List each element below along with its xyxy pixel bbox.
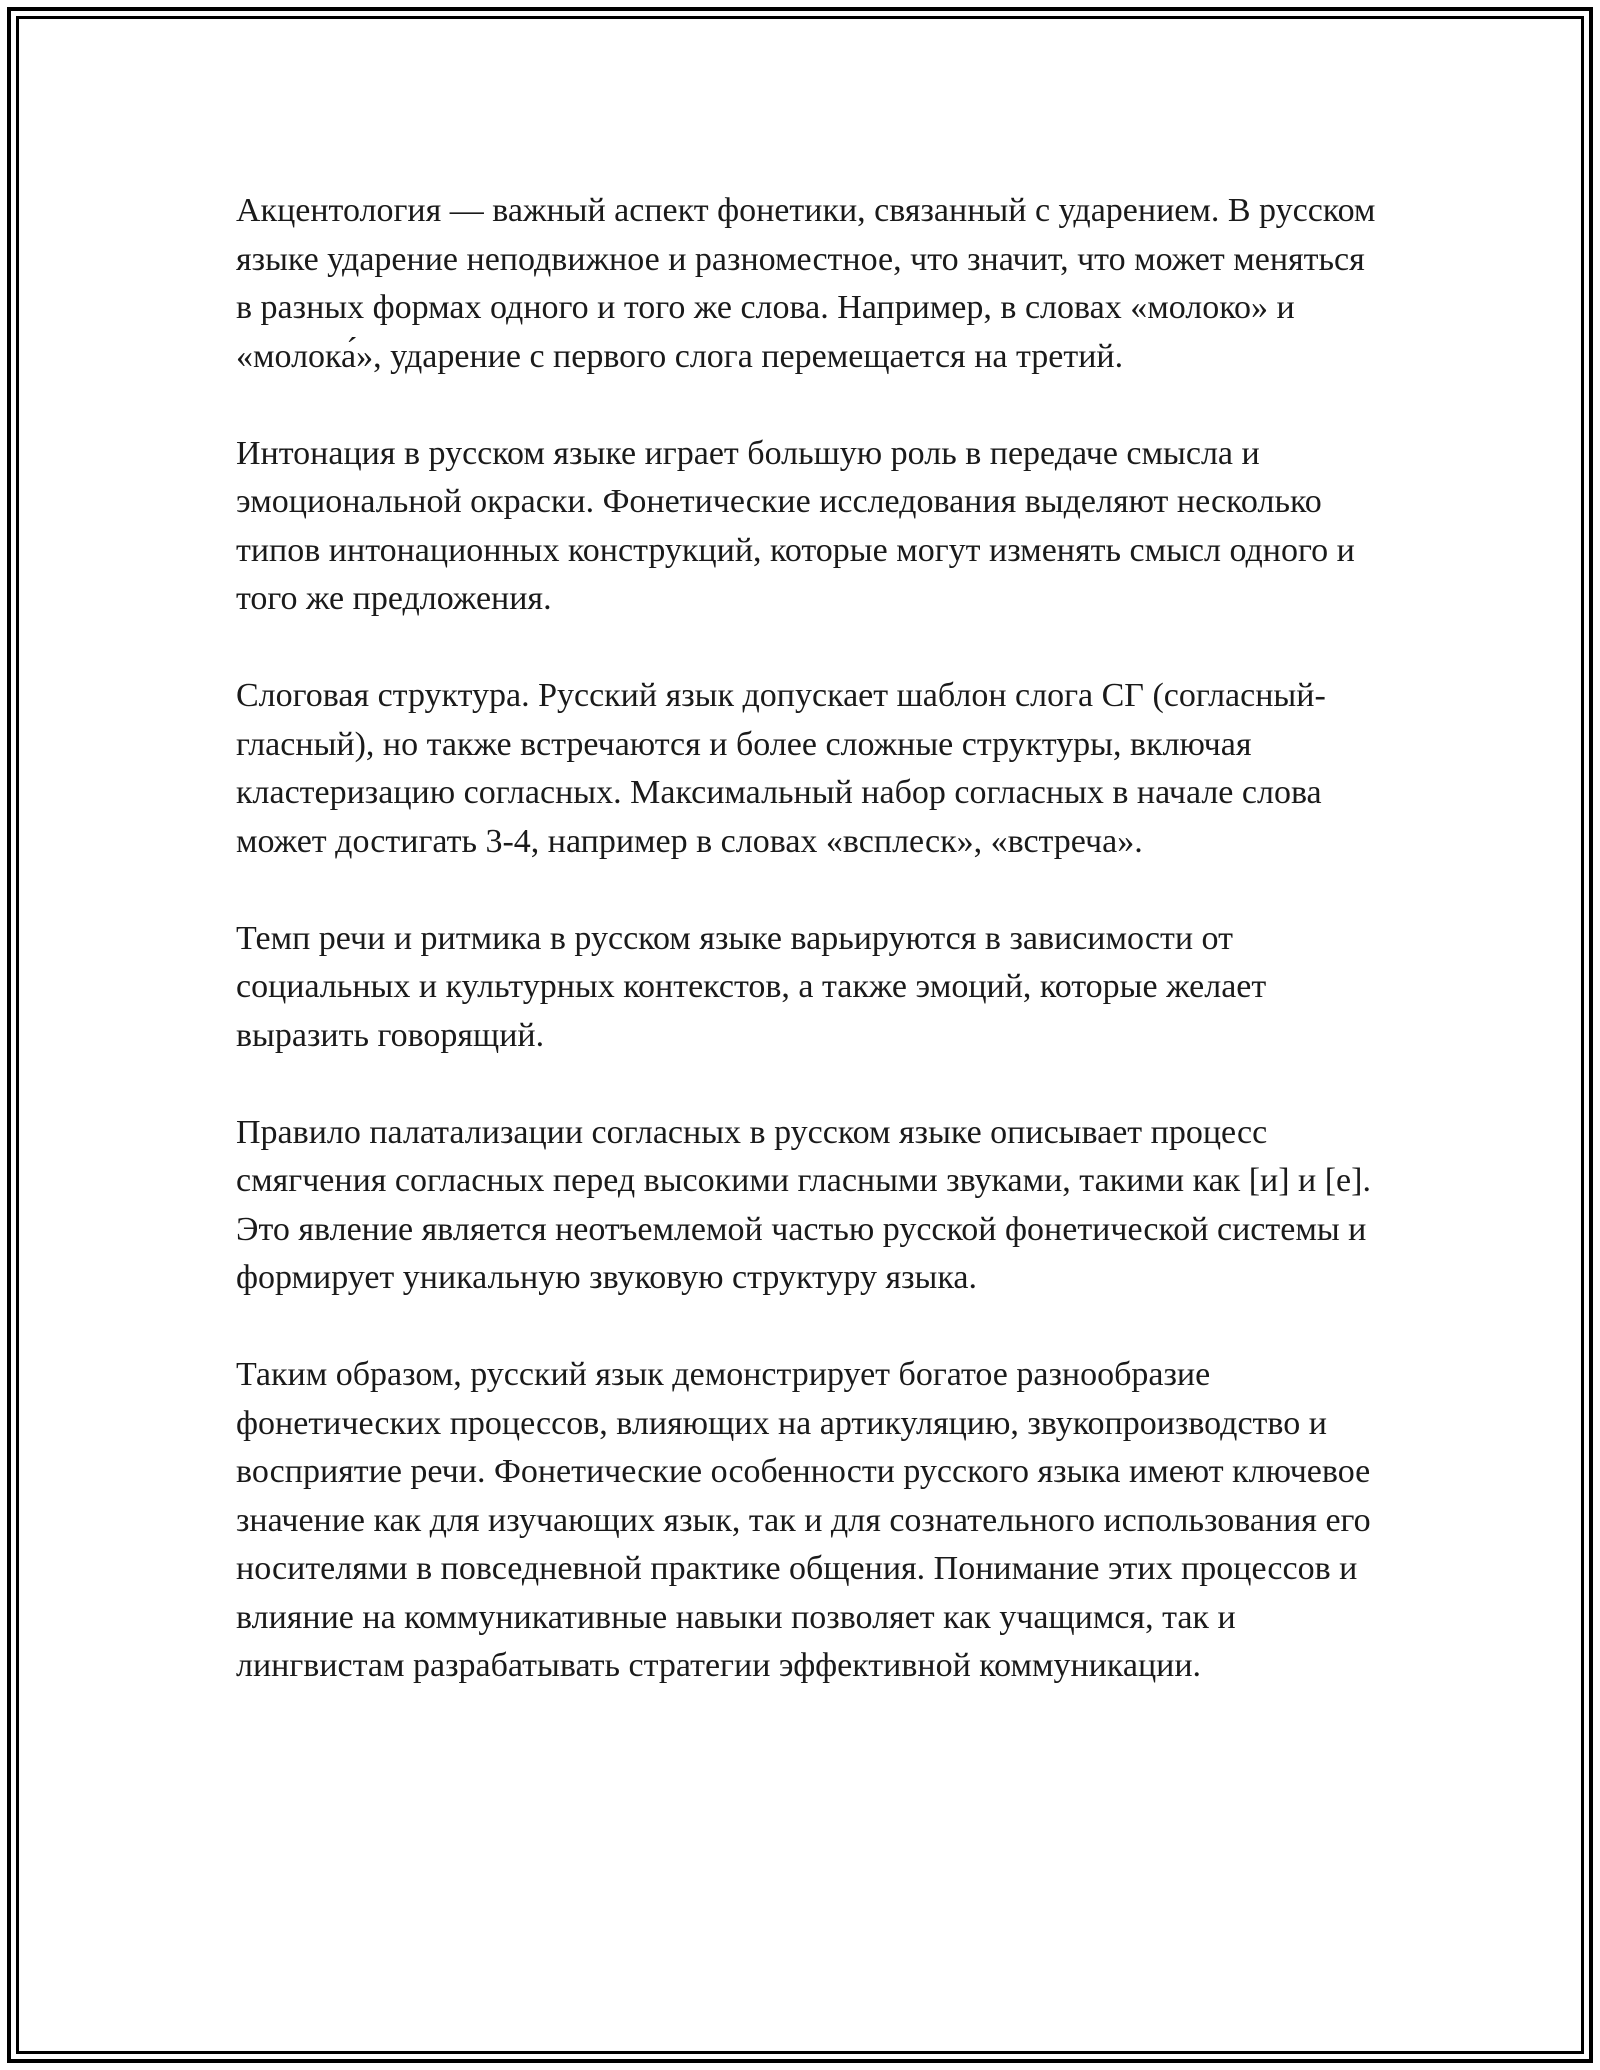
- paragraph-syllable-structure: Слоговая структура. Русский язык допускает шаблон слога СГ (согласный-гласный), но также встречаются и более сложные структуры, включая кластеризацию согласных. Максимальный набор согласных в начале слова может достигать 3-4, например в словах «всплеск», «встреча».: [236, 677, 1326, 860]
- paragraph-intonation: Интонация в русском языке играет большую роль в передаче смысла и эмоциональной окраски. Фонетические исследования выделяют несколько типов интонационных конструкций, которые могут изменять смысл одного и того же предложения.: [236, 434, 1355, 617]
- document-body: [236, 187, 1386, 1739]
- paragraph-palatalization: Правило палатализации согласных в русском языке описывает процесс смягчения согласных перед высокими гласными звуками, такими как [и] и [е]. Это явление является неотъемлемой частью русской фонетической системы и формирует уникальную звуковую структуру языка.: [236, 1113, 1371, 1296]
- paragraph-tempo-rhythm: Темп речи и ритмика в русском языке варьируются в зависимости от социальных и культурных контекстов, а также эмоций, которые желает выразить говорящий.: [236, 919, 1267, 1054]
- paragraph-conclusion: Таким образом, русский язык демонстрирует богатое разнообразие фонетических процессов, влияющих на артикуляцию, звукопроизводство и восприятие речи. Фонетические особенности русского языка имеют ключевое значение как для изучающих язык, так и для сознательного использования его носителями в повседневной практике общения. Понимание этих процессов и влияние на коммуникативные навыки позволяет как учащимся, так и лингвистам разрабатывать стратегии эффективной коммуникации.: [236, 1356, 1371, 1684]
- paragraph-accentology: Акцентология — важный аспект фонетики, связанный с ударением. В русском языке ударение неподвижное и разноместное, что значит, что может меняться в разных формах одного и того же слова. Например, в словах «молоко» и «молока́», ударение с первого слога перемещается на третий.: [236, 192, 1376, 375]
